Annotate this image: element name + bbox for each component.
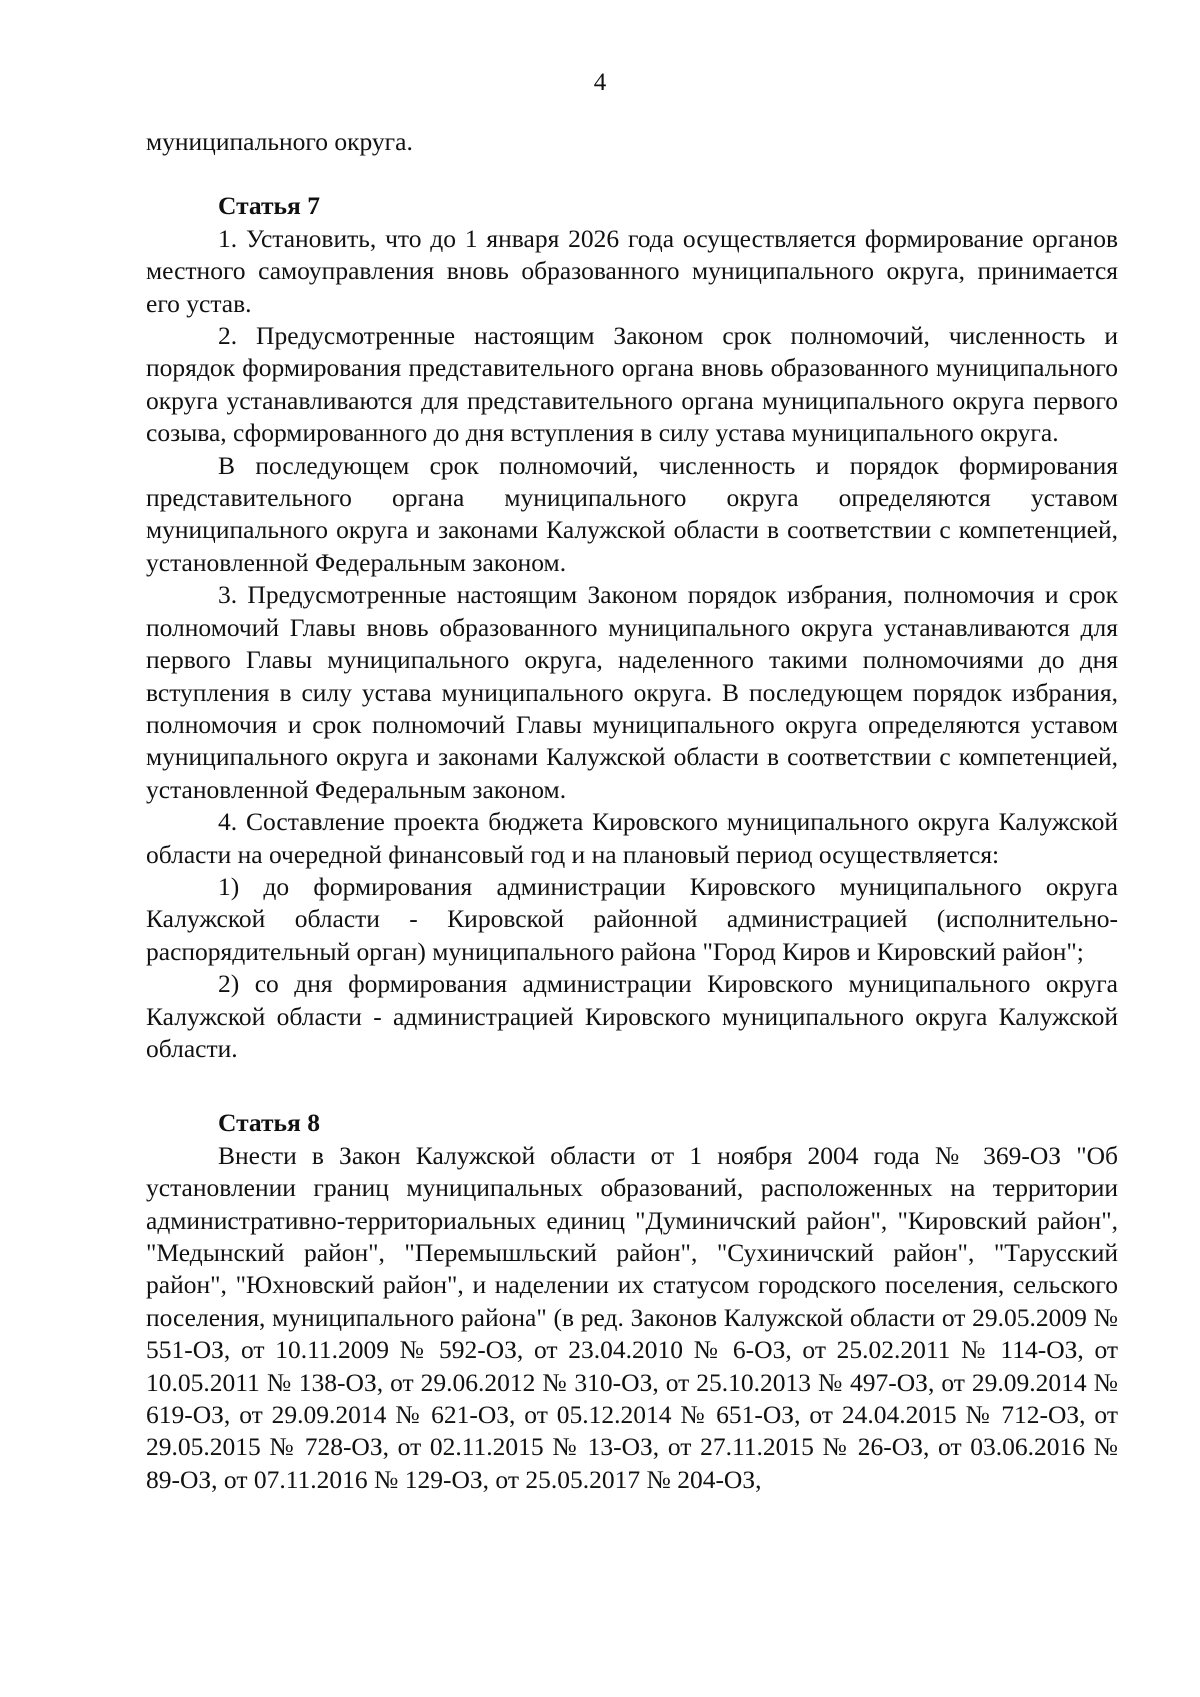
article-7-item-1: 1. Установить, что до 1 января 2026 года осуществляется формирование органов местного самоуправления вновь образованного муниципального округа, принимается его устав. — [146, 223, 1118, 318]
article-7-item-2-continuation: В последующем срок полномочий, численность и порядок формирования представительного органа муниципального округа определяются уставом муниципального округа и законами Калужской области в соответствии с компетенцией, установленной Федеральным законом. — [146, 450, 1118, 577]
article-7-item-4-sub-1: 1) до формирования администрации Кировского муниципального округа Калужской области - Кировской районной администрацией (исполнительно-распорядительный орган) муниципального района "Город Киров и Кировский район"; — [146, 871, 1118, 966]
article-8-heading: Статья 8 — [218, 1108, 320, 1138]
article-8-text: Внести в Закон Калужской области от 1 ноября 2004 года № 369-ОЗ "Об установлении границ муниципальных образований, расположенных на территории административно-территориальных единиц "Думиничский район", "Кировский район", "Медынский район", "Перемышльский район", "Сухиничский район", "Тарусский район", "Юхновский район", и наделении их статусом городского поселения, сельского поселения, муниципального района" (в ред. Законов Калужской области от 29.05.2009 № 551-ОЗ, от 10.11.2009 № 592-ОЗ, от 23.04.2010 № 6-ОЗ, от 25.02.2011 № 114-ОЗ, от 10.05.2011 № 138-ОЗ, от 29.06.2012 № 310-ОЗ, от 25.10.2013 № 497-ОЗ, от 29.09.2014 № 619-ОЗ, от 29.09.2014 № 621-ОЗ, от 05.12.2014 № 651-ОЗ, от 24.04.2015 № 712-ОЗ, от 29.05.2015 № 728-ОЗ, от 02.11.2015 № 13-ОЗ, от 27.11.2015 № 26-ОЗ, от 03.06.2016 № 89-ОЗ, от 07.11.2016 № 129-ОЗ, от 25.05.2017 № 204-ОЗ, — [146, 1140, 1118, 1494]
article-7-item-3: 3. Предусмотренные настоящим Законом порядок избрания, полномочия и срок полномочий Главы вновь образованного муниципального округа устанавливаются для первого Главы муниципального округа, наделенного такими полномочиями до дня вступления в силу устава муниципального округа. В последующем порядок избрания, полномочия и срок полномочий Главы муниципального округа определяются уставом муниципального округа и законами Калужской области в соответствии с компетенцией, установленной Федеральным законом. — [146, 580, 1118, 804]
page-number: 4 — [593, 69, 607, 96]
article-7-item-4-sub-2: 2) со дня формирования администрации Кировского муниципального округа Калужской области - администрацией Кировского муниципального округа Калужской области. — [146, 969, 1118, 1063]
document-body — [146, 126, 1118, 1496]
article-7-item-4: 4. Составление проекта бюджета Кировского муниципального округа Калужской области на очередной финансовый год и на плановый период осуществляется: — [146, 807, 1118, 869]
article-7-item-2: 2. Предусмотренные настоящим Законом срок полномочий, численность и порядок формирования представительного органа вновь образованного муниципального округа устанавливаются для представительного органа муниципального округа первого созыва, сформированного до дня вступления в силу устава муниципального округа. — [146, 321, 1118, 448]
paragraph-continuation: муниципального округа. — [146, 127, 413, 156]
article-7-heading: Статья 7 — [218, 191, 320, 221]
